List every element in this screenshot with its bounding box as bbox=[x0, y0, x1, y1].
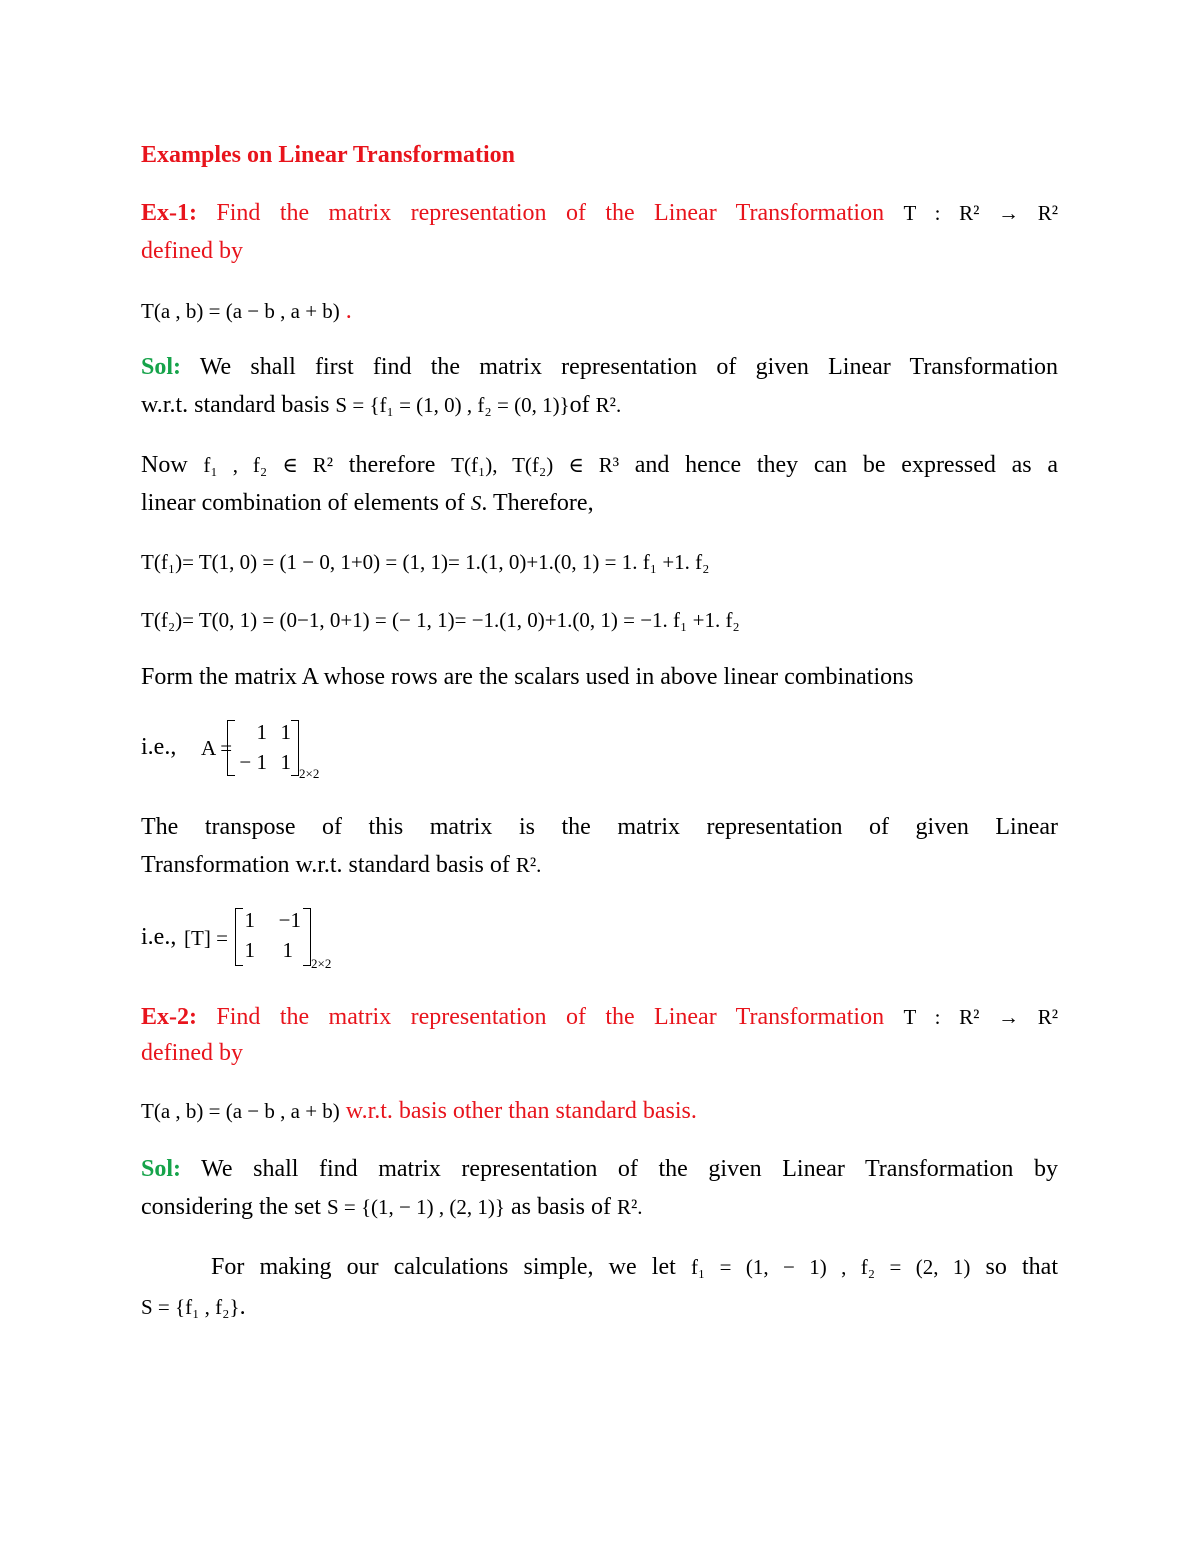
sol2-line2: considering the set S = {(1, − 1) , (2, 1)} as basis of R². bbox=[141, 1194, 643, 1220]
sol1-line3: Now f₁ , f₂ ∈ R² therefore T(f₁), T(f₂) ∈ R³ and hence they can be expressed as a bbox=[141, 452, 1059, 478]
sol1-line1: Sol: We shall first find the matrix representation of given Linear Transformation bbox=[141, 354, 1058, 380]
sol2-label: Sol: bbox=[141, 1156, 182, 1182]
matrix-a-name: A = bbox=[201, 736, 233, 760]
matrix-a: i.e., A = 1 1 − 1 1 2×2 bbox=[141, 720, 320, 781]
ex2-defined-by: defined by bbox=[141, 1040, 243, 1066]
matrix-t-size: 2×2 bbox=[311, 956, 332, 971]
basis-set: S = {(1, − 1) , (2, 1)} bbox=[326, 1195, 505, 1219]
form-matrix-line: Form the matrix A whose rows are the scalars used in above linear combinations bbox=[141, 664, 914, 690]
equation-t-f1: T(f₁)= T(1, 0) = (1 − 0, 1+0) = (1, 1)= 1.(1, 0)+1.(0, 1) = 1. f₁ +1. f₂ bbox=[141, 550, 710, 574]
sol2-paragraph: For making our calculations simple, we let f₁ = (1, − 1) , f₂ = (2, 1) so that bbox=[211, 1254, 1059, 1280]
sol2-final: S = {f₁ , f₂}. bbox=[141, 1294, 246, 1320]
sol1-line2: w.r.t. standard basis S = {f₁ = (1, 0) , f₂ = (0, 1)}of R². bbox=[141, 392, 622, 418]
matrix-t: i.e., [T] = 1 −1 1 1 2×2 bbox=[141, 908, 332, 971]
ex1-statement: Ex-1: Find the matrix representation of the Linear Transformation T : R² → R² bbox=[141, 200, 1058, 226]
ex2-map: T : R² → R² bbox=[903, 1005, 1058, 1029]
sol1-line4: linear combination of elements of S. Therefore, bbox=[141, 490, 594, 516]
ex2-label: Ex-2: bbox=[141, 1004, 197, 1030]
ie-label: i.e., bbox=[141, 924, 177, 950]
ex2-definition: T(a , b) = (a − b , a + b) w.r.t. basis other than standard basis. bbox=[141, 1098, 697, 1124]
ex1-definition: T(a , b) = (a − b , a + b) . bbox=[141, 298, 352, 324]
right-bracket bbox=[303, 908, 311, 966]
matrix-a-size: 2×2 bbox=[299, 766, 320, 781]
ex1-defined-by: defined by bbox=[141, 238, 243, 264]
matrix-t-name: [T] = bbox=[184, 926, 228, 950]
sol1-label: Sol: bbox=[141, 354, 182, 380]
ex1-label: Ex-1: bbox=[141, 200, 197, 226]
transpose-line2: Transformation w.r.t. standard basis of R². bbox=[141, 852, 542, 878]
ex2-statement: Ex-2: Find the matrix representation of the Linear Transformation T : R² → R² bbox=[141, 1004, 1058, 1030]
standard-basis: S = {f₁ = (1, 0) , f₂ = (0, 1)} bbox=[335, 393, 570, 417]
ex1-map: T : R² → R² bbox=[903, 201, 1058, 225]
page-title: Examples on Linear Transformation bbox=[141, 142, 516, 168]
transpose-line1: The transpose of this matrix is the matrix representation of given Linear bbox=[141, 814, 1058, 840]
sol2-line1: Sol: We shall find matrix representation of the given Linear Transformation by bbox=[141, 1156, 1058, 1182]
equation-t-f2: T(f₂)= T(0, 1) = (0−1, 0+1) = (− 1, 1)= −1.(1, 0)+1.(0, 1) = −1. f₁ +1. f₂ bbox=[141, 608, 740, 632]
ie-label: i.e., bbox=[141, 734, 177, 760]
right-bracket bbox=[291, 720, 299, 776]
